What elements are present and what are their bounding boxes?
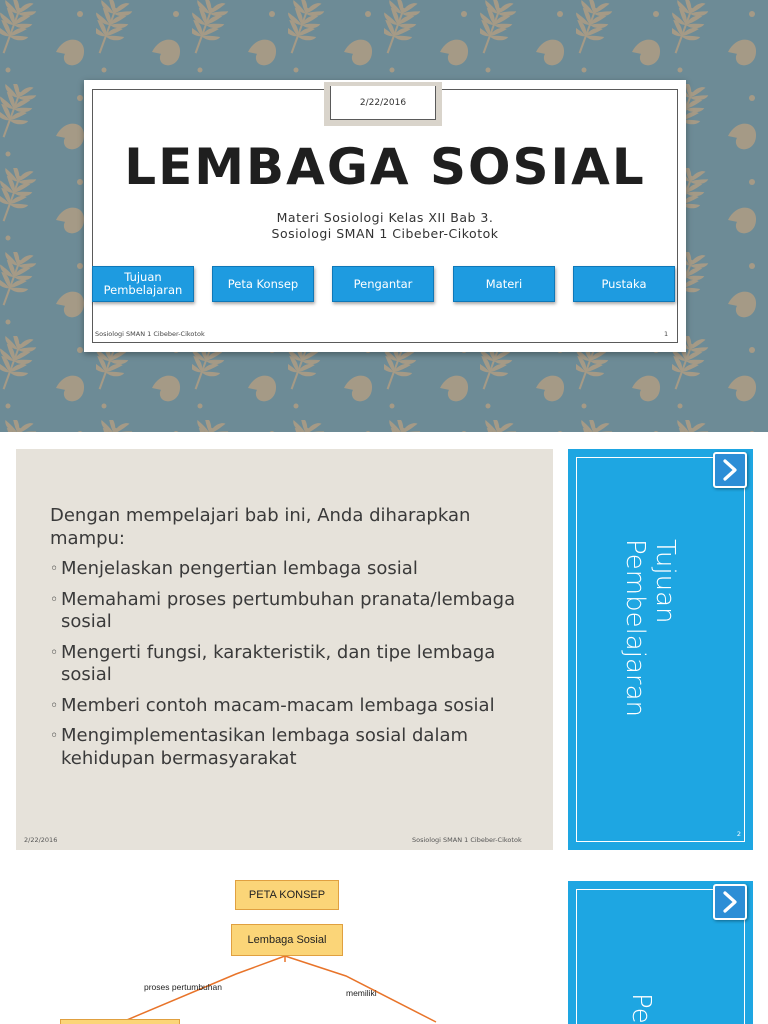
footer-date: 2/22/2016 [24,836,58,844]
footer-school: Sosiologi SMAN 1 Cibeber-Cikotok [95,330,205,338]
objectives-slide [16,449,553,850]
concept-map-side-panel [568,881,753,1024]
objectives-side-panel [568,449,753,850]
slide-title: LEMBAGA SOSIAL [124,138,646,196]
peta-konsep-button[interactable]: Peta Konsep [212,266,314,302]
slide-number: 1 [664,330,669,338]
concept-map-child-box [60,1019,180,1024]
materi-button[interactable]: Materi [453,266,555,302]
objective-item: ◦ Mengerti fungsi, karakteristik, dan tipe lembaga sosial [50,642,540,687]
slide-number: 2 [736,830,741,838]
objectives-intro: Dengan mempelajari bab ini, Anda diharapkan mampu: [50,505,471,549]
panel-title: Pe [626,993,656,1024]
next-slide-button[interactable] [713,884,747,920]
subtitle-line-1: Materi Sosiologi Kelas XII Bab 3. [276,210,494,225]
slide-subtitle [84,210,686,242]
edge-label-left: proses pertumbuhan [144,982,222,992]
objective-item: ◦ Mengimplementasikan lembaga sosial dalam kehidupan bermasyarakat [50,725,540,770]
pengantar-button[interactable]: Pengantar [332,266,434,302]
date-label: 2/22/2016 [330,86,436,120]
edge-label-right: memiliki [346,988,377,998]
objective-item: ◦ Menjelaskan pengertian lembaga sosial [50,558,540,581]
footer-school: Sosiologi SMAN 1 Cibeber-Cikotok [412,836,522,844]
concept-map-slide [16,866,553,1024]
chevron-right-icon [720,459,740,481]
subtitle-line-2: Sosiologi SMAN 1 Cibeber-Cikotok [271,226,499,241]
concept-map-root: Lembaga Sosial [231,924,343,956]
next-slide-button[interactable] [713,452,747,488]
objective-item: ◦ Memberi contoh macam-macam lembaga sosial [50,695,540,718]
pustaka-button[interactable]: Pustaka [573,266,675,302]
tujuan-pembelajaran-button[interactable]: Tujuan Pembelajaran [92,266,194,302]
title-card [84,80,686,352]
panel-title: Tujuan Pembelajaran [620,539,680,717]
objectives-text [50,505,540,770]
title-slide [0,0,768,432]
objective-item: ◦ Memahami proses pertumbuhan pranata/lembaga sosial [50,589,540,634]
chevron-right-icon [720,891,740,913]
concept-map-heading: PETA KONSEP [235,880,339,910]
